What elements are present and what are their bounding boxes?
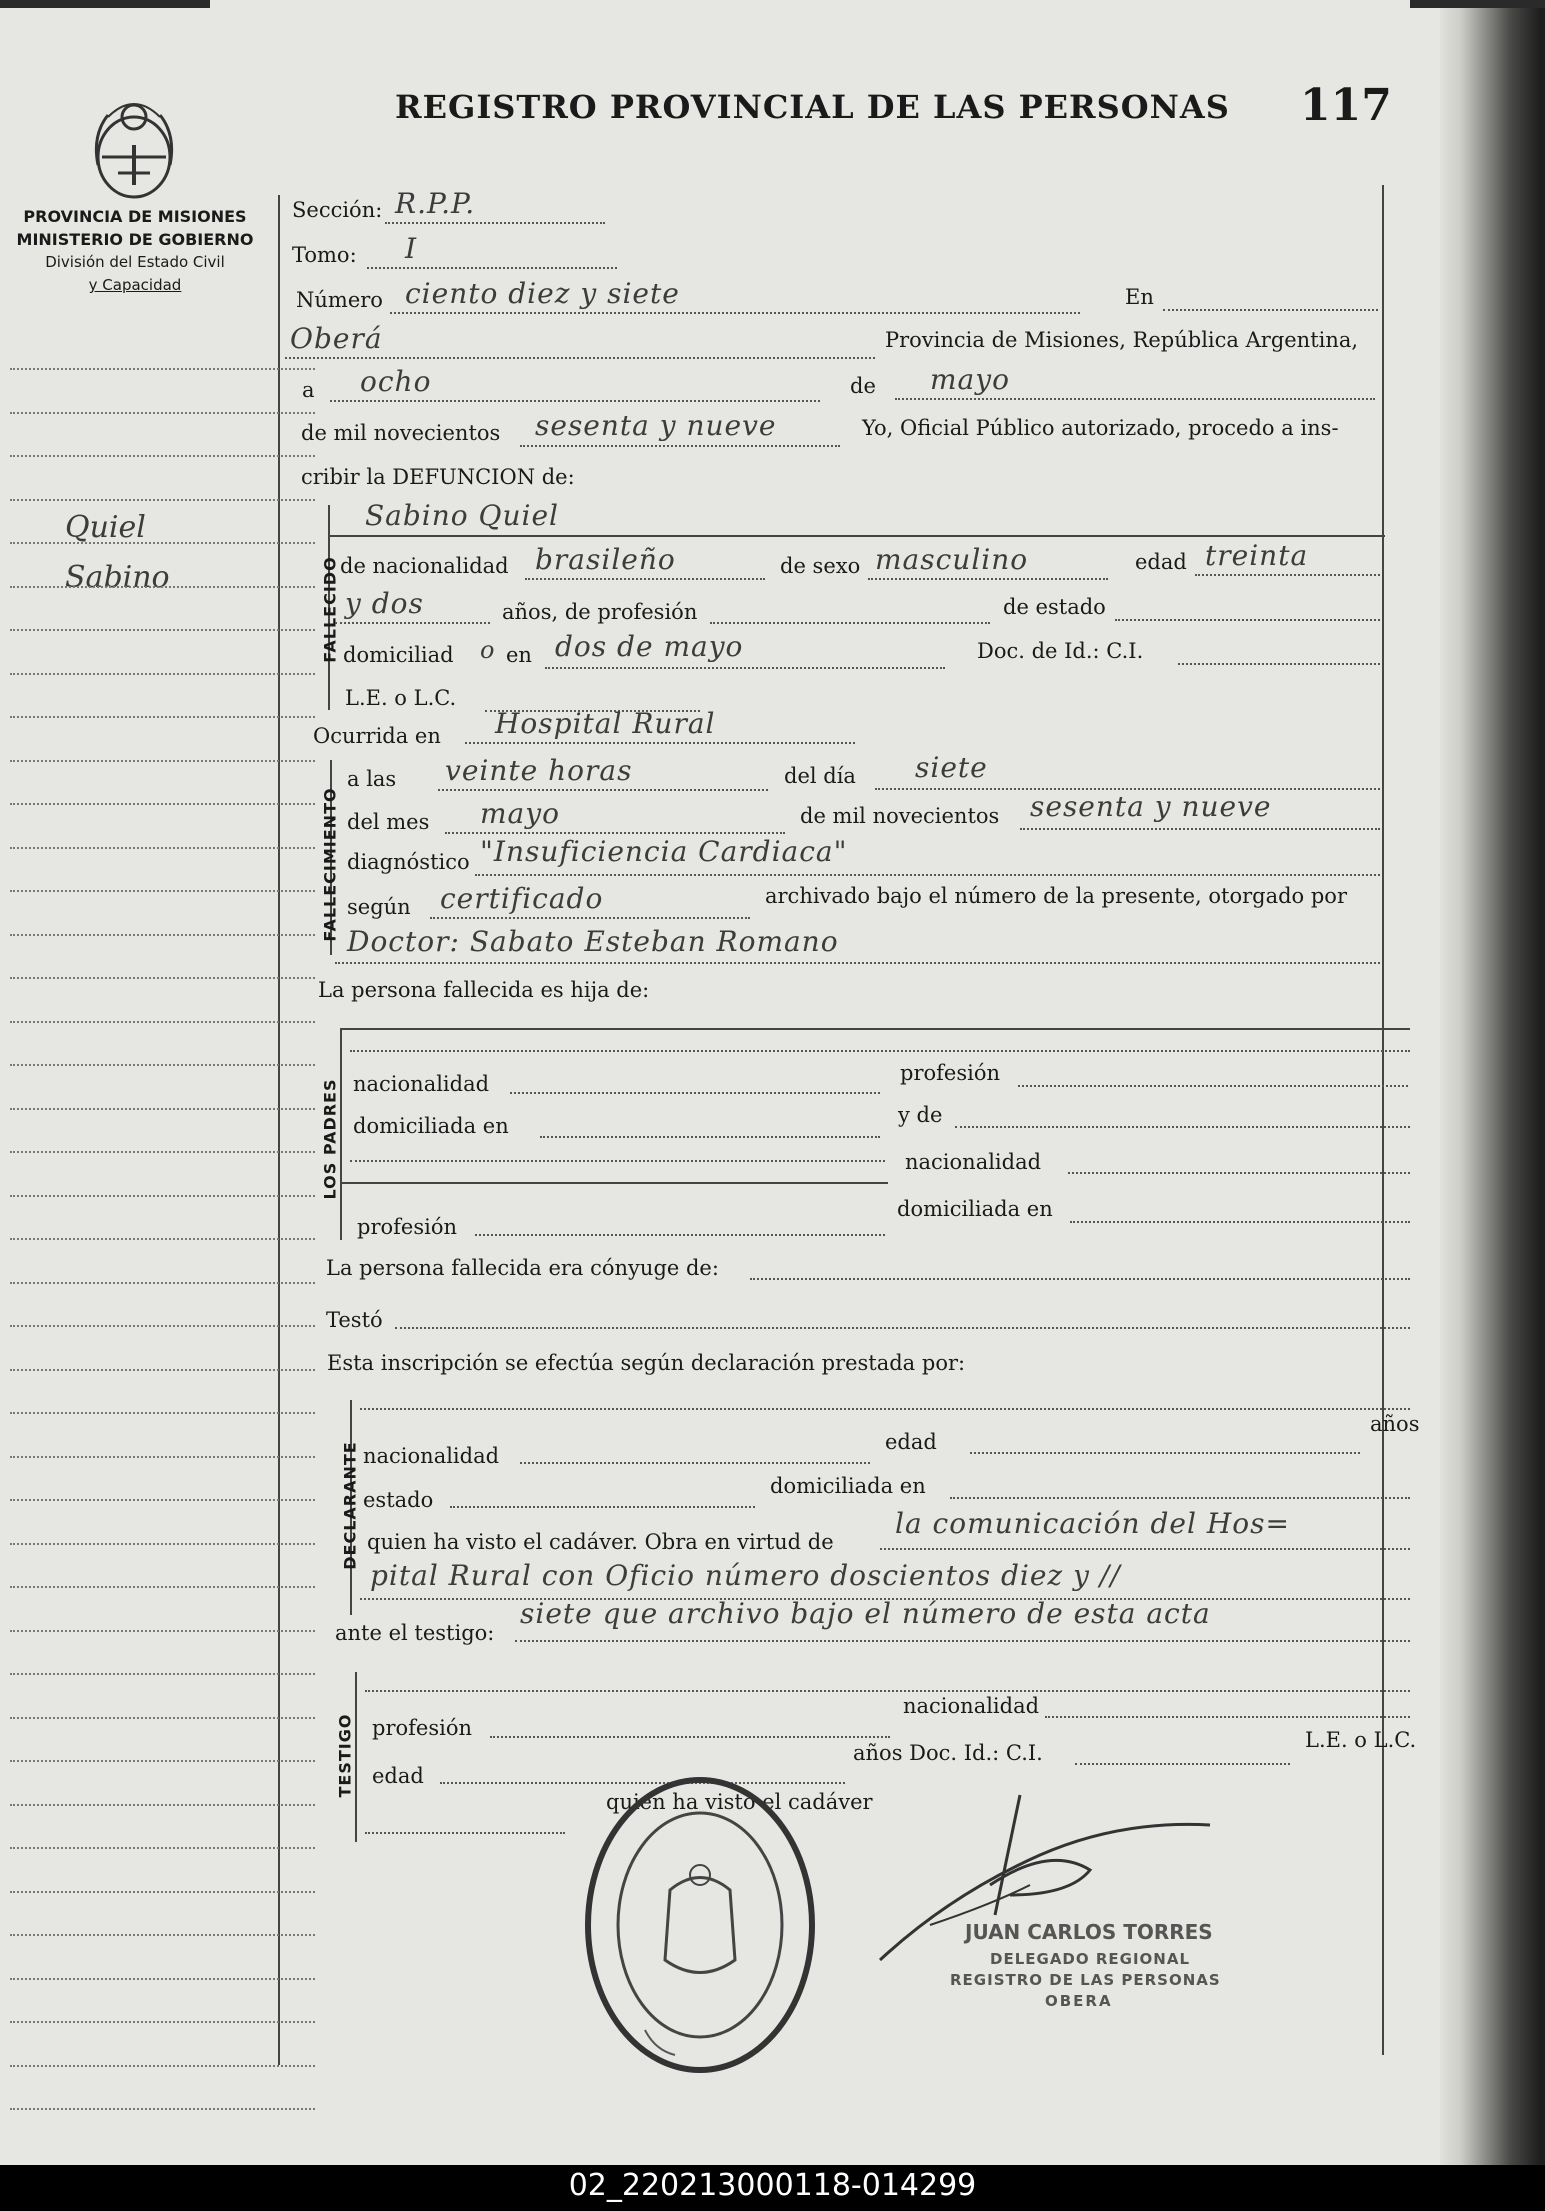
padre-nacionalidad-label: nacionalidad: [353, 1072, 490, 1096]
inscripcion-label: Esta inscripción se efectúa según declaración prestada por:: [327, 1351, 966, 1375]
margin-ruled-line: [10, 1021, 315, 1023]
estado-label: de estado: [1003, 595, 1106, 619]
page-top-edge: [0, 0, 1545, 8]
margin-ruled-line: [10, 673, 315, 675]
signatory-role: DELEGADO REGIONAL: [990, 1950, 1191, 1968]
ante-testigo-label: ante el testigo:: [335, 1621, 495, 1645]
domiciliado-label: domiciliad: [343, 643, 454, 667]
madre-profesion-label: profesión: [357, 1215, 457, 1239]
ocurrida-value: Hospital Rural: [495, 707, 716, 740]
margin-ruled-line: [10, 1586, 315, 1588]
margin-ruled-line: [10, 977, 315, 979]
seccion-label: Sección:: [292, 198, 383, 222]
del-mes-label: del mes: [347, 810, 430, 834]
sexo-value: masculino: [875, 543, 1029, 576]
margin-ruled-line: [10, 1412, 315, 1414]
le-lc-label: L.E. o L.C.: [345, 686, 457, 710]
place-value: Oberá: [290, 322, 383, 355]
testo-label: Testó: [326, 1308, 383, 1332]
fallecimiento-section-label: FALLECIMIENTO: [320, 787, 340, 942]
margin-ruled-line: [10, 1630, 315, 1632]
numero-value: ciento diez y siete: [405, 277, 680, 310]
y-de-label: y de: [898, 1103, 943, 1127]
margin-ruled-line: [10, 1108, 315, 1110]
mil-fallecimiento-label: de mil novecientos: [800, 804, 1000, 828]
margin-ruled-line: [10, 412, 315, 414]
signatory-city: OBERA: [1045, 1992, 1113, 2010]
margin-ruled-line: [10, 1456, 315, 1458]
padre-profesion-label: profesión: [900, 1061, 1000, 1085]
book-spine: [1440, 0, 1545, 2165]
testigo-section-label: TESTIGO: [335, 1713, 355, 1798]
padres-section-label: LOS PADRES: [320, 1078, 340, 1200]
visto-cadaver-label: quien ha visto el cadáver. Obra en virtud de: [367, 1530, 834, 1554]
declarante-edad-label: edad: [885, 1430, 937, 1454]
signatory-office: REGISTRO DE LAS PERSONAS: [950, 1971, 1221, 1989]
testigo-le-lc-label: L.E. o L.C.: [1305, 1728, 1417, 1752]
margin-given-name: Sabino: [65, 560, 170, 595]
margin-ruled-line: [10, 1934, 315, 1936]
testigo-edad-label: edad: [372, 1764, 424, 1788]
division-name-2: y Capacidad: [88, 276, 182, 294]
margin-ruled-line: [10, 803, 315, 805]
margin-ruled-line: [10, 499, 315, 501]
margin-ruled-line: [10, 1151, 315, 1153]
testigo-visto-label: quien ha visto el cadáver: [606, 1790, 873, 1814]
form-left-border: [278, 195, 280, 2065]
nacionalidad-label: de nacionalidad: [340, 554, 509, 578]
dia-value: ocho: [360, 365, 432, 398]
nacionalidad-value: brasileño: [535, 543, 676, 576]
margin-ruled-line: [10, 1673, 315, 1675]
margin-ruled-line: [10, 586, 315, 588]
margin-ruled-line: [10, 455, 315, 457]
margin-ruled-line: [10, 2021, 315, 2023]
coat-of-arms-icon: [88, 95, 180, 205]
a-las-label: a las: [347, 767, 397, 791]
fallecido-section-label: FALLECIDO: [320, 556, 340, 663]
page-number: 117: [1300, 80, 1392, 131]
a-label: a: [302, 378, 315, 402]
domiciliado-suffix: o: [480, 636, 496, 664]
margin-ruled-line: [10, 1238, 315, 1240]
testigo-profesion-label: profesión: [372, 1716, 472, 1740]
edad-value-2: y dos: [345, 587, 424, 620]
oficial-label: Yo, Oficial Público autorizado, procedo a ins-: [862, 416, 1339, 440]
margin-surname: Quiel: [65, 510, 146, 545]
sexo-label: de sexo: [780, 554, 861, 578]
archivado-label: archivado bajo el número de la presente, otorgado por: [765, 884, 1347, 908]
margin-ruled-line: [10, 1978, 315, 1980]
margin-ruled-line: [10, 847, 315, 849]
anio-value: sesenta y nueve: [535, 409, 777, 442]
declarante-domiciliada-label: domiciliada en: [770, 1474, 926, 1498]
province-name: PROVINCIA DE MISIONES: [23, 207, 247, 226]
ministry-name: MINISTERIO DE GOBIERNO: [16, 230, 254, 249]
margin-ruled-line: [10, 1847, 315, 1849]
ministry-header: [4, 205, 266, 297]
tomo-value: I: [405, 232, 418, 265]
declarante-section-label: DECLARANTE: [340, 1441, 360, 1570]
provincia-label: Provincia de Misiones, República Argentina,: [885, 328, 1359, 352]
declarante-anios-label: años: [1370, 1412, 1420, 1436]
margin-ruled-line: [10, 934, 315, 936]
doc-id-label: Doc. de Id.: C.I.: [977, 639, 1144, 663]
conyuge-label: La persona fallecida era cónyuge de:: [326, 1256, 719, 1280]
margin-ruled-line: [10, 1195, 315, 1197]
margin-ruled-line: [10, 2108, 315, 2110]
obra-value-3: siete que archivo bajo el número de esta acta: [520, 1597, 1211, 1630]
mil-label: de mil novecientos: [301, 421, 501, 445]
margin-ruled-line: [10, 1064, 315, 1066]
numero-label: Número: [296, 288, 383, 312]
margin-ruled-line: [10, 629, 315, 631]
tomo-label: Tomo:: [292, 243, 357, 267]
image-id-caption: 02_220213000118-014299: [568, 2168, 977, 2203]
madre-domiciliada-label: domiciliada en: [897, 1197, 1053, 1221]
obra-value-1: la comunicación del Hos=: [895, 1507, 1290, 1540]
margin-ruled-line: [10, 1499, 315, 1501]
edad-label: edad: [1135, 550, 1187, 574]
del-dia-label: del día: [784, 764, 856, 788]
margin-ruled-line: [10, 1325, 315, 1327]
medico-value: Doctor: Sabato Esteban Romano: [347, 925, 839, 958]
domicilio-value: dos de mayo: [555, 630, 744, 663]
madre-nacionalidad-label: nacionalidad: [905, 1150, 1042, 1174]
signatory-name: JUAN CARLOS TORRES: [965, 1920, 1213, 1944]
de-label: de: [850, 374, 876, 398]
margin-ruled-line: [10, 542, 315, 544]
en-label: En: [1125, 285, 1154, 309]
domicilio-en-label: en: [506, 643, 532, 667]
padre-domiciliada-label: domiciliada en: [353, 1114, 509, 1138]
diagnostico-value: "Insuficiencia Cardiaca": [480, 835, 848, 868]
declarante-estado-label: estado: [363, 1488, 434, 1512]
mes-value: mayo: [930, 363, 1010, 396]
official-seal-icon: [575, 1770, 825, 2080]
page-title: REGISTRO PROVINCIAL DE LAS PERSONAS: [395, 88, 1230, 126]
hija-de-label: La persona fallecida es hija de:: [318, 978, 650, 1002]
anios-profesion-label: años, de profesión: [502, 600, 698, 624]
margin-ruled-line: [10, 1891, 315, 1893]
seccion-value: R.P.P.: [395, 187, 476, 220]
form-right-border: [1382, 185, 1384, 2055]
margin-ruled-line: [10, 1369, 315, 1371]
diagnostico-label: diagnóstico: [347, 850, 470, 874]
margin-ruled-line: [10, 1543, 315, 1545]
margin-ruled-line: [10, 1760, 315, 1762]
signature-icon: [870, 1775, 1230, 1975]
segun-label: según: [347, 895, 411, 919]
margin-ruled-line: [10, 890, 315, 892]
edad-value: treinta: [1205, 539, 1309, 572]
testigo-nacionalidad-label: nacionalidad: [903, 1694, 1040, 1718]
declarante-nacionalidad-label: nacionalidad: [363, 1444, 500, 1468]
deceased-name: Sabino Quiel: [365, 499, 560, 532]
margin-ruled-line: [10, 760, 315, 762]
margin-ruled-line: [10, 1804, 315, 1806]
hora-value: veinte horas: [445, 754, 633, 787]
dia-fallecimiento-value: siete: [915, 751, 988, 784]
mes-fallecimiento-value: mayo: [480, 797, 560, 830]
obra-value-2: pital Rural con Oficio número doscientos diez y //: [370, 1559, 1121, 1592]
margin-ruled-line: [10, 368, 315, 370]
margin-ruled-line: [10, 2065, 315, 2067]
anio-fallecimiento-value: sesenta y nueve: [1030, 790, 1272, 823]
segun-value: certificado: [440, 882, 604, 915]
margin-ruled-line: [10, 716, 315, 718]
margin-ruled-line: [10, 1282, 315, 1284]
margin-ruled-line: [10, 1717, 315, 1719]
testigo-doc-label: años Doc. Id.: C.I.: [853, 1741, 1043, 1765]
ocurrida-label: Ocurrida en: [313, 724, 441, 748]
inscribir-label: cribir la DEFUNCION de:: [301, 465, 575, 489]
division-name: División del Estado Civil: [45, 253, 225, 271]
